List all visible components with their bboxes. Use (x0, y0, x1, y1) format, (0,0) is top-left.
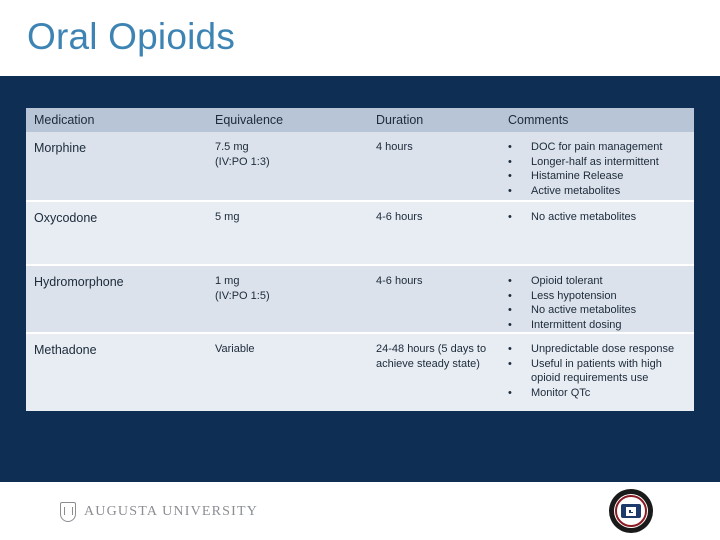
duration-cell: 4-6 hours (368, 201, 500, 265)
comment-item: • Unpredictable dose response (508, 342, 694, 357)
duration-cell: 4 hours (368, 132, 500, 201)
equivalence-cell (207, 265, 368, 333)
header-duration: Duration (368, 108, 500, 132)
equivalence-cell (207, 132, 368, 201)
equivalence-dose: 1 mg (215, 275, 240, 287)
duration-cell: 4-6 hours (368, 265, 500, 333)
comment-item: • Opioid tolerant (508, 274, 694, 289)
comments-cell (500, 132, 694, 201)
comment-item: • Useful in patients with high opioid requirements use (508, 357, 694, 386)
comment-item: • Monitor QTc (508, 386, 694, 401)
medication-cell: Hydromorphone (26, 265, 207, 333)
comment-item: • DOC for pain management (508, 140, 694, 155)
header-comments: Comments (500, 108, 694, 132)
university-shield-icon (60, 502, 76, 522)
medication-cell: Morphine (26, 132, 207, 201)
seal-icon (608, 488, 654, 534)
table-header-row (26, 108, 694, 132)
comment-item: • No active metabolites (508, 303, 694, 318)
comment-item: • Intermittent dosing (508, 318, 694, 333)
equivalence-dose: Variable (215, 343, 255, 355)
equivalence-dose: 5 mg (215, 211, 240, 223)
table-row (26, 333, 694, 411)
header-equivalence: Equivalence (207, 108, 368, 132)
equivalence-dose: 7.5 mg (215, 141, 249, 153)
equivalence-ratio: (IV:PO 1:3) (215, 155, 270, 168)
table-row (26, 201, 694, 265)
table-row (26, 265, 694, 333)
medication-cell: Oxycodone (26, 201, 207, 265)
duration-cell: 24-48 hours (5 days to achieve steady state) (368, 333, 500, 411)
slide-title: Oral Opioids (27, 16, 236, 57)
university-logo (60, 502, 258, 522)
equivalence-cell (207, 333, 368, 411)
equivalence-ratio: (IV:PO 1:5) (215, 289, 270, 302)
comment-item: • Histamine Release (508, 169, 694, 184)
medication-cell: Methadone (26, 333, 207, 411)
opioid-table-container (26, 108, 694, 406)
comment-item: • Less hypotension (508, 289, 694, 304)
comments-cell (500, 201, 694, 265)
comment-item: • No active metabolites (508, 210, 694, 225)
comment-item: • Active metabolites (508, 184, 694, 199)
comment-item: • Longer-half as intermittent (508, 155, 694, 170)
opioid-table (26, 108, 694, 411)
header-medication: Medication (26, 108, 207, 132)
equivalence-cell (207, 201, 368, 265)
comments-cell (500, 333, 694, 411)
university-name: AUGUSTA UNIVERSITY (84, 504, 259, 519)
table-row (26, 132, 694, 201)
comments-cell (500, 265, 694, 333)
